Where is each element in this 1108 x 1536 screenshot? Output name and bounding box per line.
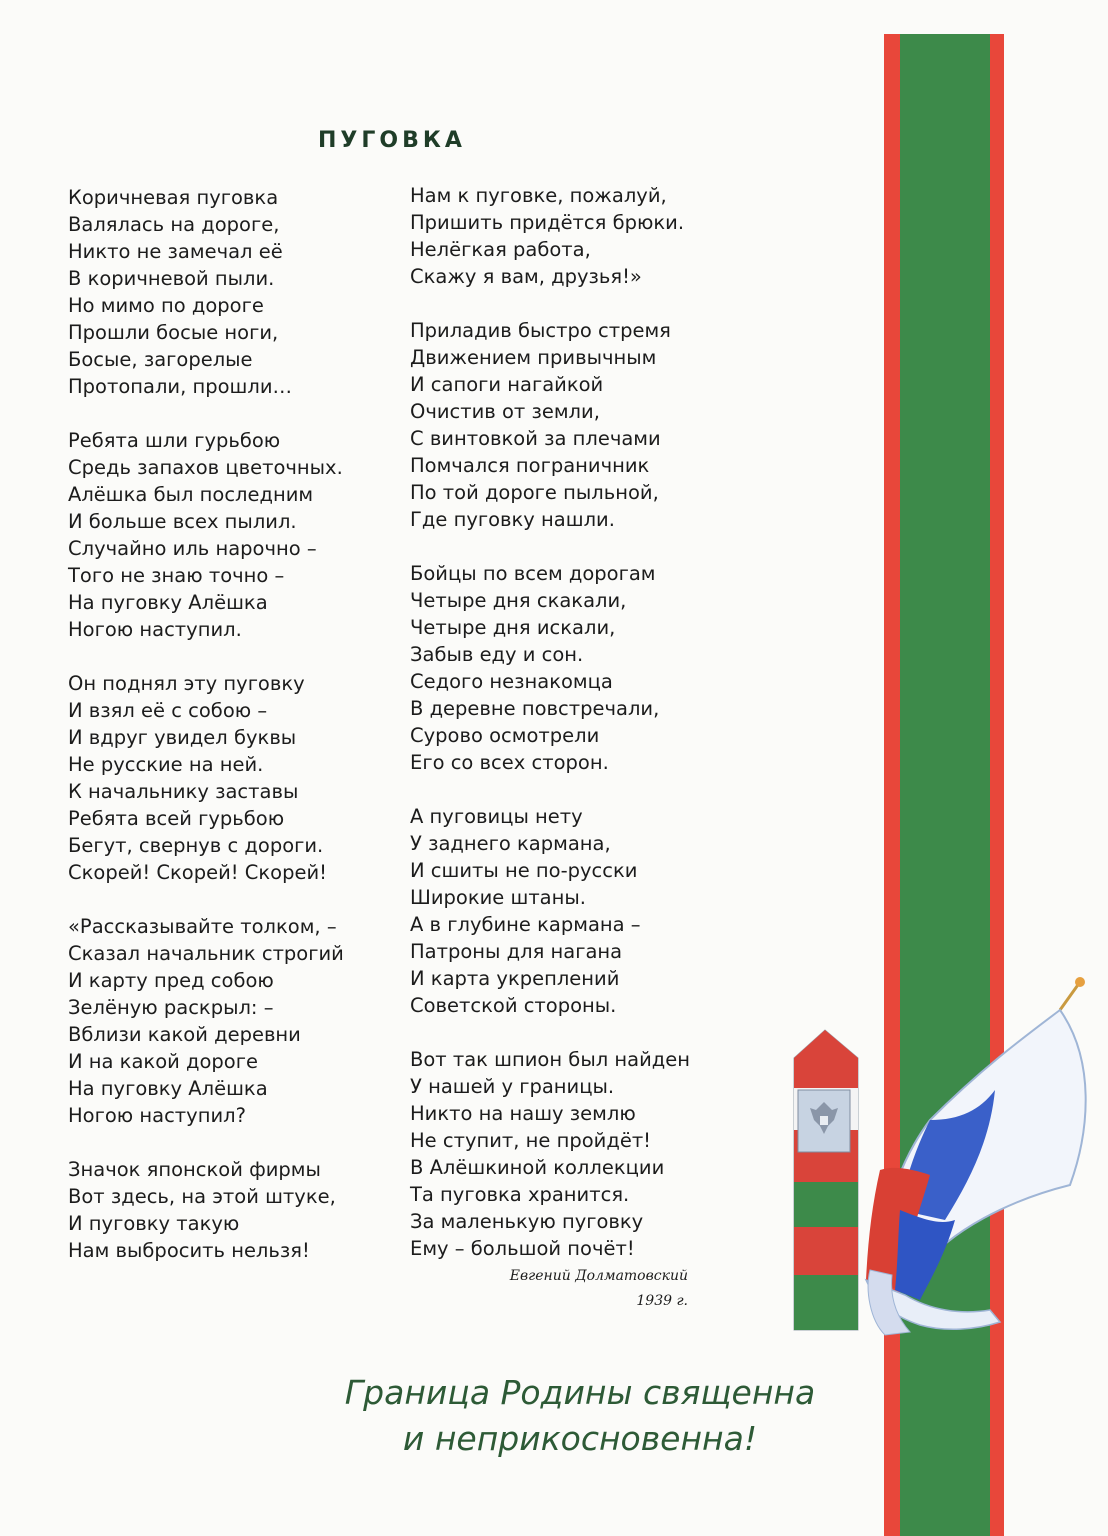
poem-stanza [410, 803, 730, 1019]
poem-line: Где пуговку нашли. [410, 508, 615, 531]
poem-line: Приладив быстро стремя [410, 319, 671, 342]
poem-line: Ребята шли гурьбою [68, 429, 281, 452]
poem-line: В Алёшкиной коллекции [410, 1156, 665, 1179]
poem-line: И взял её с собою – [68, 699, 268, 722]
poem-line: Босые, загорелые [68, 348, 253, 371]
poem-line: На пуговку Алёшка [68, 591, 268, 614]
poem-line: И вдруг увидел буквы [68, 726, 297, 749]
poem-line: Случайно иль нарочно – [68, 537, 317, 560]
poem-line: У нашей у границы. [410, 1075, 615, 1098]
poem-line: Нам выбросить нельзя! [68, 1239, 310, 1262]
poem-line: Вблизи какой деревни [68, 1023, 301, 1046]
poem-line: Забыв еду и сон. [410, 643, 584, 666]
poem-line: И сшиты не по-русски [410, 859, 638, 882]
poem-line: И на какой дороге [68, 1050, 258, 1073]
author-year: 1939 г. [636, 1293, 688, 1309]
poem-stanza [410, 317, 730, 533]
poem-stanza [410, 182, 730, 290]
poem-line: А в глубине кармана – [410, 913, 641, 936]
poem-line: Прошли босые ноги, [68, 321, 279, 344]
poem-line: Патроны для нагана [410, 940, 623, 963]
poem-line: Бегут, свернув с дороги. [68, 834, 324, 857]
poem-line: Советской стороны. [410, 994, 617, 1017]
poem-line: К начальнику заставы [68, 780, 299, 803]
poem-line: Та пуговка хранится. [410, 1183, 630, 1206]
poem-line: Скорей! Скорей! Скорей! [68, 861, 327, 884]
poem-line: Вот так шпион был найден [410, 1048, 690, 1071]
poem-line: А пуговицы нету [410, 805, 583, 828]
poem-line: Скажу я вам, друзья!» [410, 265, 642, 288]
poem-line: В деревне повстречали, [410, 697, 660, 720]
poem-line: Валялась на дороге, [68, 213, 280, 236]
poem-line: Ему – большой почёт! [410, 1237, 635, 1260]
poem-line: Он поднял эту пуговку [68, 672, 305, 695]
poem-line: С винтовкой за плечами [410, 427, 661, 450]
poem-line: И карту пред собою [68, 969, 274, 992]
poem-line: Его со всех сторон. [410, 751, 609, 774]
russian-flag-icon [866, 977, 1086, 1335]
poem-stanza [68, 184, 388, 400]
poem-left-column [68, 184, 388, 1291]
poem-stanza [410, 1046, 730, 1262]
poem-line: Четыре дня искали, [410, 616, 616, 639]
slogan-line-1: Граница Родины священна [344, 1373, 816, 1412]
poem-line: И больше всех пылил. [68, 510, 297, 533]
poem-line: И сапоги нагайкой [410, 373, 604, 396]
poem-stanza [410, 560, 730, 776]
poem-line: Сурово осмотрели [410, 724, 600, 747]
poem-line: Средь запахов цветочных. [68, 456, 343, 479]
poem-stanza [68, 670, 388, 886]
author-name: Евгений Долматовский [509, 1268, 688, 1284]
poem-line: Вот здесь, на этой штуке, [68, 1185, 336, 1208]
poem-stanza [68, 1156, 388, 1264]
poem-line: Коричневая пуговка [68, 186, 279, 209]
poem-line: Зелёную раскрыл: – [68, 996, 274, 1019]
poem-line: Четыре дня скакали, [410, 589, 627, 612]
poem-line: Помчался пограничник [410, 454, 650, 477]
author-signature [488, 1264, 688, 1314]
poem-line: И пуговку такую [68, 1212, 240, 1235]
poem-line: Широкие штаны. [410, 886, 586, 909]
coat-of-arms-icon [798, 1090, 850, 1152]
border-illustration [780, 970, 1108, 1350]
poem-line: В коричневой пыли. [68, 267, 275, 290]
poem-line: Бойцы по всем дорогам [410, 562, 656, 585]
poem-line: У заднего кармана, [410, 832, 611, 855]
poem-line: Не русские на ней. [68, 753, 264, 776]
border-post-icon [794, 1030, 858, 1330]
poem-right-column [410, 182, 730, 1289]
poem-line: По той дороге пыльной, [410, 481, 659, 504]
poem-line: Нелёгкая работа, [410, 238, 591, 261]
poem-line: Сказал начальник строгий [68, 942, 344, 965]
poem-line: Ребята всей гурьбою [68, 807, 285, 830]
slogan-line-2: и неприкосновенна! [402, 1419, 758, 1458]
poem-line: Никто не замечал её [68, 240, 283, 263]
poem-line: Седого незнакомца [410, 670, 613, 693]
poem-line: Того не знаю точно – [68, 564, 285, 587]
poem-line: Нам к пуговке, пожалуй, [410, 184, 667, 207]
poem-line: Значок японской фирмы [68, 1158, 321, 1181]
poem-line: Ногою наступил? [68, 1104, 246, 1127]
poem-line: Ногою наступил. [68, 618, 242, 641]
poem-line: За маленькую пуговку [410, 1210, 644, 1233]
poem-line: И карта укреплений [410, 967, 620, 990]
poem-line: «Рассказывайте толком, – [68, 915, 337, 938]
poem-stanza [68, 913, 388, 1129]
poem-line: Никто на нашу землю [410, 1102, 636, 1125]
poem-line: Но мимо по дороге [68, 294, 264, 317]
poem-line: Пришить придётся брюки. [410, 211, 685, 234]
poem-line: Протопали, прошли… [68, 375, 293, 398]
slogan [300, 1370, 860, 1462]
poem-line: Очистив от земли, [410, 400, 600, 423]
poem-line: Алёшка был последним [68, 483, 314, 506]
poem-title: ПУГОВКА [318, 128, 466, 153]
poem-line: Не ступит, не пройдёт! [410, 1129, 651, 1152]
poem-stanza [68, 427, 388, 643]
poem-line: На пуговку Алёшка [68, 1077, 268, 1100]
poem-line: Движением привычным [410, 346, 657, 369]
